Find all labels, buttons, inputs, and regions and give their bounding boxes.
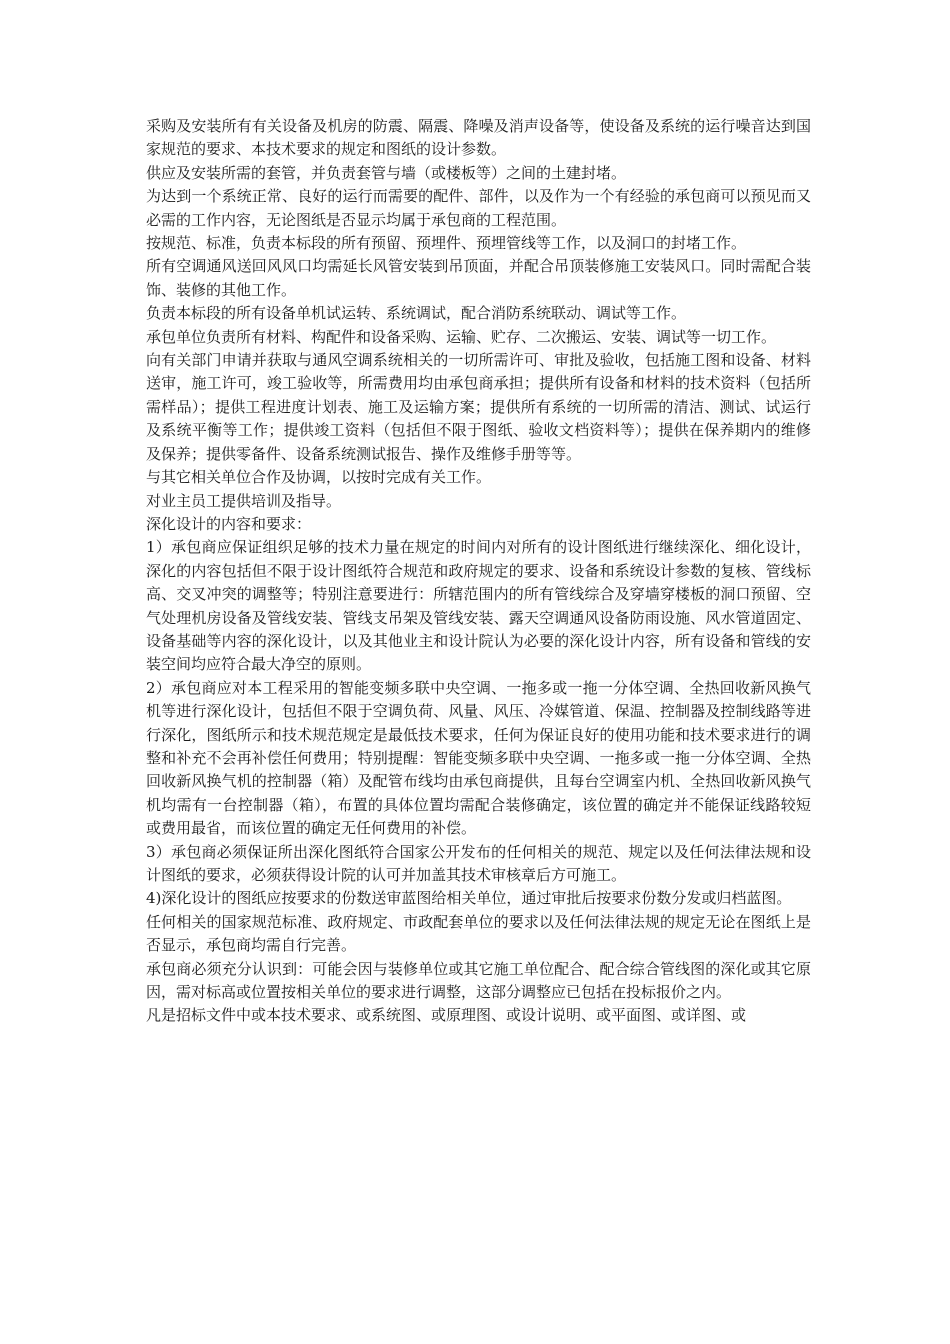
- paragraph-deepening-item-2: 2）承包商应对本工程采用的智能变频多联中央空调、一拖多或一拖一分体空调、全热回收新风换气机等进行深化设计，包括但不限于空调负荷、风量、风压、冷媒管道、保温、控制器及控制线路等进行深化，图纸所示和技术规范规定是最低技术要求，任何为保证良好的使用功能和技术要求进行的调整和补充不会再补偿任何费用；特别提醒：智能变频多联中央空调、一拖多或一拖一分体空调、全热回收新风换气机的控制器（箱）及配管布线均由承包商提供，且每台空调室内机、全热回收新风换气机均需有一台控制器（箱），布置的具体位置均需配合装修确定，该位置的确定并不能保证线路较短或费用最省，而该位置的确定无任何费用的补偿。: [146, 678, 811, 838]
- paragraph-training: 对业主员工提供培训及指导。: [146, 491, 342, 510]
- paragraph-adjustments: 承包商必须充分认识到：可能会因与装修单位或其它施工单位配合、配合综合管线图的深化或其它原因，需对标高或位置按相关单位的要求进行调整，这部分调整应已包括在投标报价之内。: [146, 959, 811, 1002]
- paragraph-commissioning: 负责本标段的所有设备单机试运转、系统调试，配合消防系统联动、调试等工作。: [146, 304, 687, 323]
- paragraph-sleeves: 供应及安装所需的套管，并负责套管与墙（或楼板等）之间的土建封堵。: [146, 163, 627, 182]
- paragraph-deepening-item-1: 1）承包商应保证组织足够的技术力量在规定的时间内对所有的设计图纸进行继续深化、细化设计，深化的内容包括但不限于设计图纸符合规范和政府规定的要求、设备和系统设计参数的复核、管线标高、交叉冲突的调整等；特别注意要进行：所辖范围内的所有管线综合及穿墙穿楼板的洞口预留、空气处理机房设备及管线安装、管线支吊架及管线安装、露天空调通风设备防雨设施、风水管道固定、设备基础等内容的深化设计，以及其他业主和设计院认为必要的深化设计内容，所有设备和管线的安装空间均应符合最大净空的原则。: [146, 538, 811, 674]
- paragraph-tender-documents: 凡是招标文件中或本技术要求、或系统图、或原理图、或设计说明、或平面图、或详图、或: [146, 1006, 747, 1025]
- paragraph-accessories: 为达到一个系统正常、良好的运行而需要的配件、部件，以及作为一个有经验的承包商可以预见而又必需的工作内容，无论图纸是否显示均属于承包商的工程范围。: [146, 187, 811, 229]
- paragraph-deepening-heading: 深化设计的内容和要求：: [146, 514, 312, 533]
- paragraph-deepening-item-3: 3）承包商必须保证所出深化图纸符合国家公开发布的任何相关的规范、规定以及任何法律法规和设计图纸的要求，必须获得设计院的认可并加盖其技术审核章后方可施工。: [146, 842, 811, 884]
- paragraph-permits: 向有关部门申请并获取与通风空调系统相关的一切所需许可、审批及验收，包括施工图和设备、材料送审，施工许可，竣工验收等，所需费用均由承包商承担；提供所有设备和材料的技术资料（包括所需样品）；提供工程进度计划表、施工及运输方案；提供所有系统的一切所需的清洁、测试、试运行及系统平衡等工作；提供竣工资料（包括但不限于图纸、验收文档资料等）；提供在保养期内的维修及保养；提供零备件、设备系统测试报告、操作及维修手册等等。: [146, 351, 811, 463]
- paragraph-deepening-item-4: 4)深化设计的图纸应按要求的份数送审蓝图给相关单位，通过审批后按要求份数分发或归档蓝图。: [146, 889, 792, 908]
- paragraph-regulations: 任何相关的国家规范标准、政府规定、市政配套单位的要求以及任何法律法规的规定无论在图纸上是否显示，承包商均需自行完善。: [146, 912, 811, 955]
- paragraph-anti-vibration: 采购及安装所有有关设备及机房的防震、隔震、降噪及消声设备等，使设备及系统的运行噪音达到国家规范的要求、本技术要求的规定和图纸的设计参数。: [146, 117, 811, 159]
- paragraph-reserved-embedded: 按规范、标准，负责本标段的所有预留、预埋件、预埋管线等工作，以及洞口的封堵工作。: [146, 234, 747, 253]
- paragraph-procurement: 承包单位负责所有材料、构配件和设备采购、运输、贮存、二次搬运、安装、调试等一切工作。: [146, 327, 777, 346]
- paragraph-air-outlets: 所有空调通风送回风风口均需延长风管安装到吊顶面，并配合吊顶装修施工安装风口。同时需配合装饰、装修的其他工作。: [146, 257, 811, 299]
- paragraph-coordination: 与其它相关单位合作及协调，以按时完成有关工作。: [146, 468, 492, 487]
- document-body: [146, 115, 811, 1028]
